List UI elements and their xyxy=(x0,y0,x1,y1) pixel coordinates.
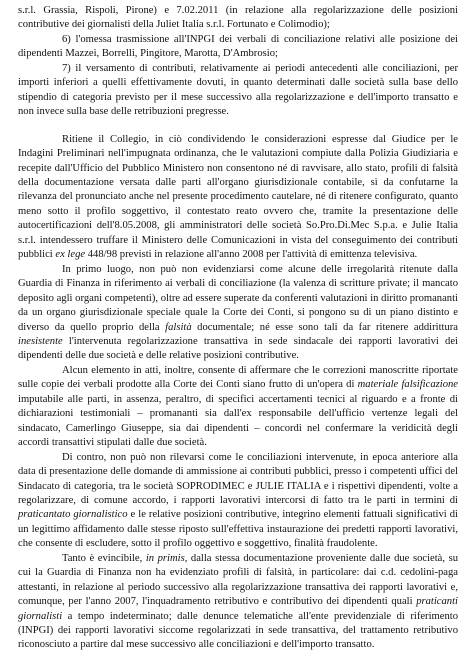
paragraph-primo-luogo-inesistente: inesistente xyxy=(18,335,63,347)
paragraph-tanto-praticanti: praticanti giornalisti xyxy=(18,596,458,622)
paragraph-1 xyxy=(18,4,458,33)
paragraph-primo-luogo-text-a: In primo luogo, non può non evidenziarsi come alcune delle irregolarità ritenute dalla Guardia di Finanza in riferimento ai verbali di conciliazione (la valenza di scritture private; il mancato deposito agli organi competenti), oltre ad essere superate da conferenti valutazioni in diritto promananti da un organo giurisdizionale speciale quale la Corte dei Conti, si pongono su di un piano distinto e diverso da quello proprio della xyxy=(18,263,458,333)
paragraph-collegio-text-c: 448/98 previsti in relazione all'anno 2008 per l'attività di emittenza televisiva. xyxy=(85,249,418,261)
paragraph-di-contro-praticantato: praticantato giornalistico xyxy=(18,509,128,521)
paragraph-primo-luogo-text-c: documentale; né esse sono tali da far ritenere addirittura xyxy=(191,321,458,333)
paragraph-item-6-text: 6) l'omessa trasmissione all'INPGI dei verbali di conciliazione relativi alle posizione dei dipendenti Mazzei, Borrelli, Pingitore, Marotta, D'Ambrosio; xyxy=(18,33,458,60)
paragraph-alcun-elemento-materiale: materiale falsificazione xyxy=(357,379,458,391)
paragraph-item-7 xyxy=(18,62,458,120)
paragraph-tanto-in-primis: in primis xyxy=(145,552,185,564)
paragraph-item-7-text: 7) il versamento di contributi, relativamente ai periodi antecedenti alle conciliazioni, per importi inferiori a quelli effettivamente dovuti, in quanto determinati dalle società sulla base dello stipendio di categoria previsto per il mese successivo alla regolarizzazione e dell'importo transatto e non invece sulla base delle retribuzioni pregresse. xyxy=(18,62,458,118)
paragraph-tanto-text-a: Tanto è evincibile, xyxy=(62,552,146,564)
paragraph-primo-luogo-falsita: falsità xyxy=(165,321,192,333)
paragraph-collegio-text-a: Ritiene il Collegio, in ciò condividendo le considerazioni espresse dal Giudice per le Indagini Preliminari nell'impugnata ordinanza, che le valutazioni compiute dalla Polizia Giudiziaria e recepite dall'Ufficio del Pubblico Ministero non consentono né di ravvisare, allo stato, profili di falsità della documentazione versata dalle parti all'organo giurisdizionale contabile, sì da confutarne la rilevanza del pronunciato anche nel presente procedimento cautelare, né di ritenere configurato, quanto meno sotto il profilo soggettivo, il contestato reato ovvero che, tramite la presentazione delle autocertificazioni dell'8.05.2008, gli amministratori delle società So.Pro.Di.Mec S.p.a. e Julie Italia s.r.l. intendessero truffare il Ministero delle Comunicazioni in vista del conseguimento dei contributi pubblici xyxy=(18,133,458,261)
paragraph-tanto xyxy=(18,552,458,653)
paragraph-tanto-text-c: , dalla stessa documentazione proveniente dalle due società, su cui la Guardia di Finanza non ha evidenziato profili di falsità, in particolare: dai c.d. cedolini-paga attestanti, in relazione al periodo successivo alla regolarizzazione transattiva dei rapporti lavorativi e, comunque, per l'anno 2007, l'inquadramento retributivo e contributivo dei dipendenti quali xyxy=(18,552,458,608)
paragraph-1-text: s.r.l. Grassia, Rispoli, Pirone) e 7.02.2011 (in relazione alla regolarizzazione delle posizioni contributive dei giornalisti della Juliet Italia s.r.l. Fortunato e Colimodio); xyxy=(18,5,458,31)
paragraph-alcun-elemento-text-c: imputabile alle parti, in assenza, peraltro, di specifici accertamenti tecnici al riguardo e a fronte di dichiarazioni testimoniali – promananti sia dall'ex responsabile dell'ufficio vertenze legali del sindacato, Camerlingo Giuseppe, sia dai dipendenti – concordi nel confermare la veridicità degli accordi transattivi stipulati dalle due società. xyxy=(18,393,458,449)
paragraph-alcun-elemento-text-a: Alcun elemento in atti, inoltre, consente di affermare che le correzioni manoscritte riportate sulle copie dei verbali prodotte alla Corte dei Conti siano frutto di un'opera di xyxy=(18,364,458,391)
paragraph-collegio xyxy=(18,133,458,263)
paragraph-di-contro-text-c: e le relative posizioni contributive, integrino elementi fattuali significativi di un legittimo affidamento dalle stesse riposto sull'effettiva instaurazione dei predetti rapporti lavorativi, che consente di escludere, sotto il profilo oggettivo e soggettivo, finalità fraudolente. xyxy=(18,509,458,550)
paragraph-primo-luogo xyxy=(18,263,458,364)
paragraph-alcun-elemento xyxy=(18,364,458,451)
paragraph-primo-luogo-text-e: l'intervenuta regolarizzazione transattiva in sede sindacale dei rapporti lavorativi dei dipendenti delle due società e delle relative posizioni contributive. xyxy=(18,335,458,362)
paragraph-di-contro-text-a: Di contro, non può non rilevarsi come le conciliazioni intervenute, in epoca anteriore alla data di presentazione delle domande di ammissione ai contributi pubblici, presso i competenti uffici del Sindacato di categoria, tra le società SOPRODIMEC e JULIE ITALIA e i rispettivi dipendenti, volte a regolarizzare, di comune accordo, i rapporti lavorativi intercorsi di fatto tra le parti in termini di xyxy=(18,451,458,506)
paragraph-tanto-text-e: a tempo indeterminato; dalle denunce telematiche all'ente previdenziale di riferimento (INPGI) dei rapporti lavorativi siccome regolarizzati in sede transattiva, del trattamento retributivo riconosciuto a partire dal mese successivo alle conciliazioni e dell'importo transatto. xyxy=(18,610,458,651)
paragraph-item-6 xyxy=(18,33,458,62)
paragraph-di-contro xyxy=(18,451,458,552)
paragraph-collegio-ex-lege: ex lege xyxy=(55,249,86,261)
